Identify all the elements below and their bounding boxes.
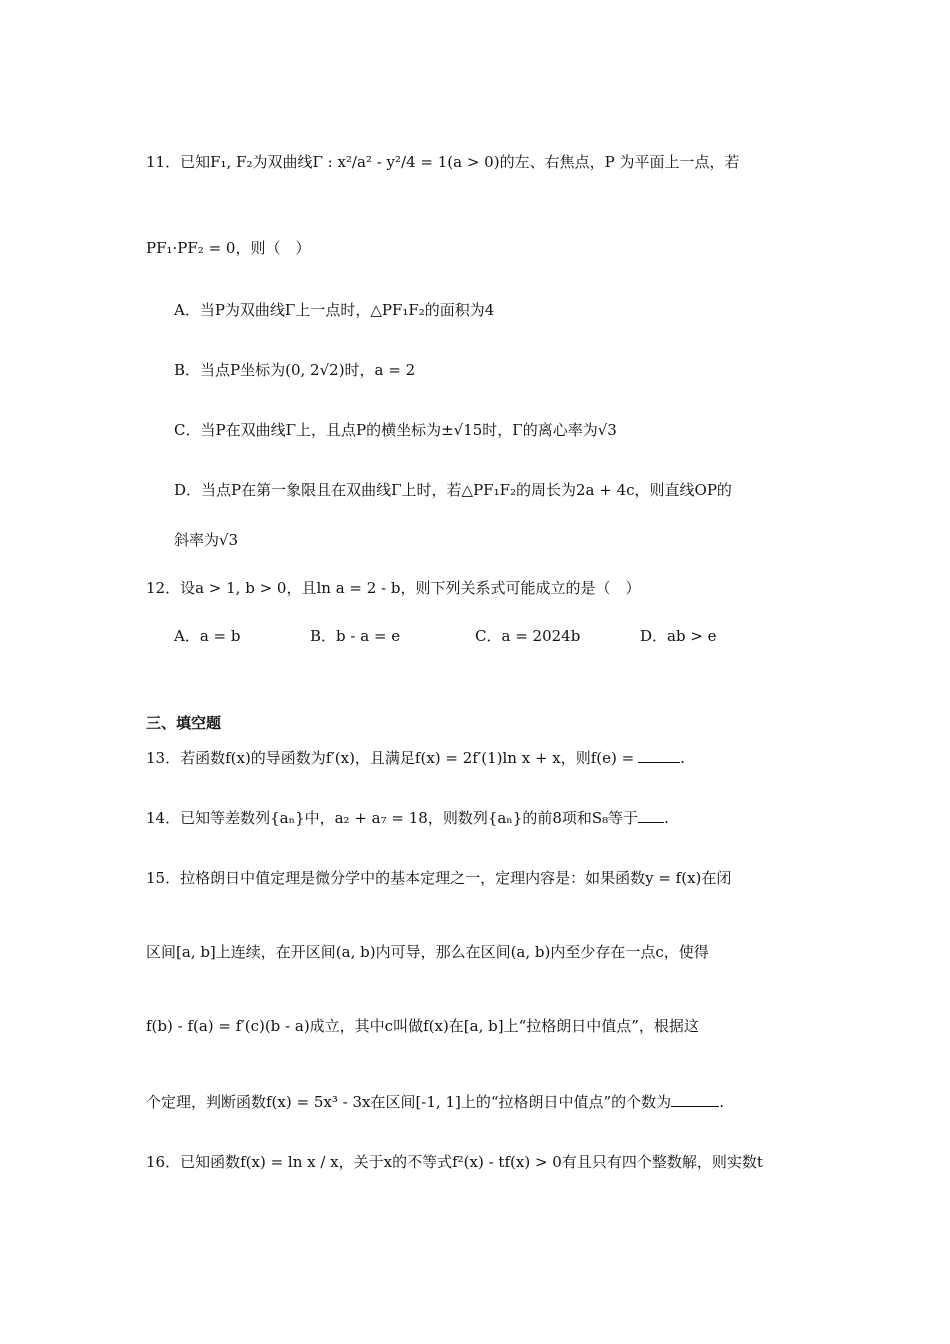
q13-tail: . <box>680 749 685 767</box>
q11-option-b: B．当点P坐标为(0, 2√2)时，a = 2 <box>174 361 416 379</box>
q15-line4 <box>146 1092 724 1112</box>
q15-line1: 15．拉格朗日中值定理是微分学中的基本定理之一，定理内容是：如果函数y = f(x)在闭 <box>146 869 732 887</box>
q12-option-b: B．b - a = e <box>310 627 401 645</box>
q14 <box>146 808 669 828</box>
q14-tail: . <box>664 809 669 827</box>
q11-option-d-line2: 斜率为√3 <box>174 531 239 549</box>
q13-text: 13．若函数f(x)的导函数为f′(x)，且满足f(x) = 2f′(1)ln x + x，则f(e) = <box>146 749 635 767</box>
q12-option-d: D．ab > e <box>640 627 717 645</box>
q12-stem: 12．设a > 1, b > 0，且ln a = 2 - b，则下列关系式可能成立的是（ ） <box>146 579 641 597</box>
q15-tail: . <box>719 1093 724 1111</box>
q11-stem-line2: PF₁·PF₂ = 0，则（ ） <box>146 239 311 257</box>
q12-option-c: C．a = 2024b <box>475 627 581 645</box>
q14-text: 14．已知等差数列{aₙ}中，a₂ + a₇ = 18，则数列{aₙ}的前8项和S₈等于 <box>146 809 639 827</box>
section-title-fill-in: 三、填空题 <box>146 714 222 732</box>
q15-line4-text: 个定理，判断函数f(x) = 5x³ - 3x在区间[-1, 1]上的“拉格朗日中值点”的个数为 <box>146 1093 672 1111</box>
q13-answer-blank[interactable] <box>638 748 680 763</box>
q11-option-a: A．当P为双曲线Γ上一点时，△PF₁F₂的面积为4 <box>174 301 495 319</box>
q11-option-c: C．当P在双曲线Γ上，且点P的横坐标为±√15时，Γ的离心率为√3 <box>174 421 617 439</box>
q14-answer-blank[interactable] <box>638 808 664 823</box>
q15-answer-blank[interactable] <box>671 1092 719 1107</box>
q15-line3: f(b) - f(a) = f′(c)(b - a)成立，其中c叫做f(x)在[a, b]上“拉格朗日中值点”，根据这 <box>146 1017 699 1035</box>
q16-stem: 16．已知函数f(x) = ln x / x，关于x的不等式f²(x) - tf(x) > 0有且只有四个整数解，则实数t <box>146 1153 763 1171</box>
q13 <box>146 748 685 768</box>
q11-option-d-line1: D．当点P在第一象限且在双曲线Γ上时，若△PF₁F₂的周长为2a + 4c，则直线OP的 <box>174 481 732 499</box>
q12-option-a: A．a = b <box>174 627 241 645</box>
q11-stem-line1: 11．已知F₁, F₂为双曲线Γ : x²/a² - y²/4 = 1(a > 0)的左、右焦点，P 为平面上一点，若 <box>146 153 740 171</box>
q15-line2: 区间[a, b]上连续，在开区间(a, b)内可导，那么在区间(a, b)内至少存在一点c，使得 <box>146 943 709 961</box>
